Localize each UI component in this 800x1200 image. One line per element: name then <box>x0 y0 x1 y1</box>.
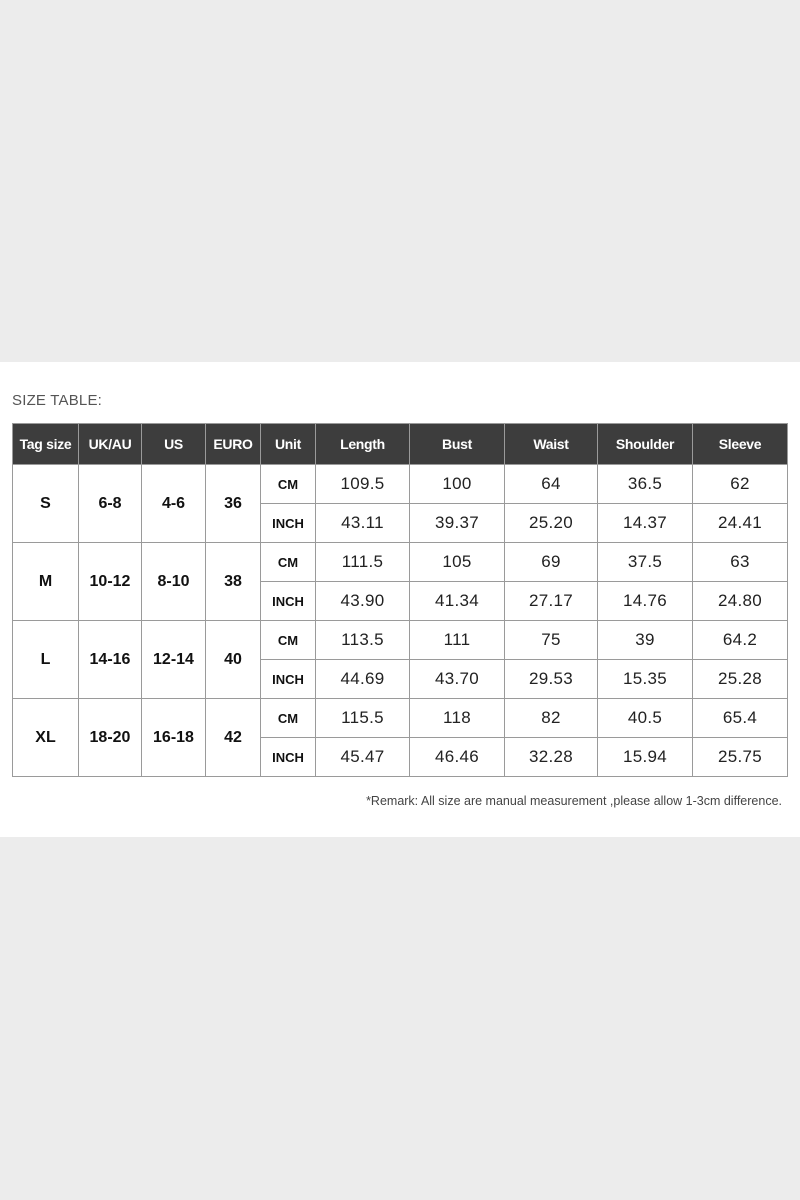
unit-cell: CM <box>261 621 316 660</box>
shoulder-cell: 40.5 <box>598 699 693 738</box>
shoulder-cell: 14.37 <box>598 504 693 543</box>
waist-cell: 29.53 <box>505 660 598 699</box>
us-cell: 16-18 <box>142 699 206 777</box>
waist-cell: 64 <box>505 465 598 504</box>
header-us: US <box>142 424 206 465</box>
bust-cell: 41.34 <box>410 582 505 621</box>
header-unit: Unit <box>261 424 316 465</box>
unit-cell: CM <box>261 699 316 738</box>
euro-cell: 42 <box>206 699 261 777</box>
us-cell: 8-10 <box>142 543 206 621</box>
size-table-title: SIZE TABLE: <box>12 392 103 409</box>
header-shoulder: Shoulder <box>598 424 693 465</box>
table-row <box>13 543 788 582</box>
uk-au-cell: 6-8 <box>79 465 142 543</box>
length-cell: 45.47 <box>316 738 410 777</box>
tag-size-cell: M <box>13 543 79 621</box>
header-euro: EURO <box>206 424 261 465</box>
unit-cell: INCH <box>261 738 316 777</box>
unit-cell: CM <box>261 465 316 504</box>
table-row <box>13 699 788 738</box>
size-table-card <box>0 362 800 837</box>
unit-cell: CM <box>261 543 316 582</box>
bust-cell: 118 <box>410 699 505 738</box>
header-length: Length <box>316 424 410 465</box>
length-cell: 109.5 <box>316 465 410 504</box>
header-bust: Bust <box>410 424 505 465</box>
unit-cell: INCH <box>261 582 316 621</box>
unit-cell: INCH <box>261 660 316 699</box>
uk-au-cell: 18-20 <box>79 699 142 777</box>
euro-cell: 40 <box>206 621 261 699</box>
waist-cell: 27.17 <box>505 582 598 621</box>
waist-cell: 25.20 <box>505 504 598 543</box>
us-cell: 12-14 <box>142 621 206 699</box>
shoulder-cell: 15.94 <box>598 738 693 777</box>
sleeve-cell: 24.80 <box>693 582 788 621</box>
tag-size-cell: XL <box>13 699 79 777</box>
uk-au-cell: 10-12 <box>79 543 142 621</box>
bust-cell: 43.70 <box>410 660 505 699</box>
bust-cell: 105 <box>410 543 505 582</box>
length-cell: 115.5 <box>316 699 410 738</box>
shoulder-cell: 15.35 <box>598 660 693 699</box>
waist-cell: 69 <box>505 543 598 582</box>
shoulder-cell: 36.5 <box>598 465 693 504</box>
remark-note: *Remark: All size are manual measurement ,please allow 1-3cm difference. <box>366 794 782 808</box>
tag-size-cell: S <box>13 465 79 543</box>
sleeve-cell: 63 <box>693 543 788 582</box>
header-uk-au: UK/AU <box>79 424 142 465</box>
length-cell: 113.5 <box>316 621 410 660</box>
sleeve-cell: 25.28 <box>693 660 788 699</box>
us-cell: 4-6 <box>142 465 206 543</box>
table-header-row <box>13 424 788 465</box>
length-cell: 43.90 <box>316 582 410 621</box>
length-cell: 44.69 <box>316 660 410 699</box>
table-row <box>13 465 788 504</box>
sleeve-cell: 64.2 <box>693 621 788 660</box>
header-tag-size: Tag size <box>13 424 79 465</box>
bust-cell: 39.37 <box>410 504 505 543</box>
shoulder-cell: 39 <box>598 621 693 660</box>
bust-cell: 100 <box>410 465 505 504</box>
length-cell: 111.5 <box>316 543 410 582</box>
tag-size-cell: L <box>13 621 79 699</box>
waist-cell: 75 <box>505 621 598 660</box>
header-waist: Waist <box>505 424 598 465</box>
header-sleeve: Sleeve <box>693 424 788 465</box>
sleeve-cell: 62 <box>693 465 788 504</box>
length-cell: 43.11 <box>316 504 410 543</box>
shoulder-cell: 14.76 <box>598 582 693 621</box>
table-row <box>13 621 788 660</box>
waist-cell: 32.28 <box>505 738 598 777</box>
unit-cell: INCH <box>261 504 316 543</box>
sleeve-cell: 65.4 <box>693 699 788 738</box>
bust-cell: 111 <box>410 621 505 660</box>
sleeve-cell: 25.75 <box>693 738 788 777</box>
euro-cell: 38 <box>206 543 261 621</box>
shoulder-cell: 37.5 <box>598 543 693 582</box>
bust-cell: 46.46 <box>410 738 505 777</box>
euro-cell: 36 <box>206 465 261 543</box>
sleeve-cell: 24.41 <box>693 504 788 543</box>
size-table <box>12 423 788 777</box>
uk-au-cell: 14-16 <box>79 621 142 699</box>
waist-cell: 82 <box>505 699 598 738</box>
